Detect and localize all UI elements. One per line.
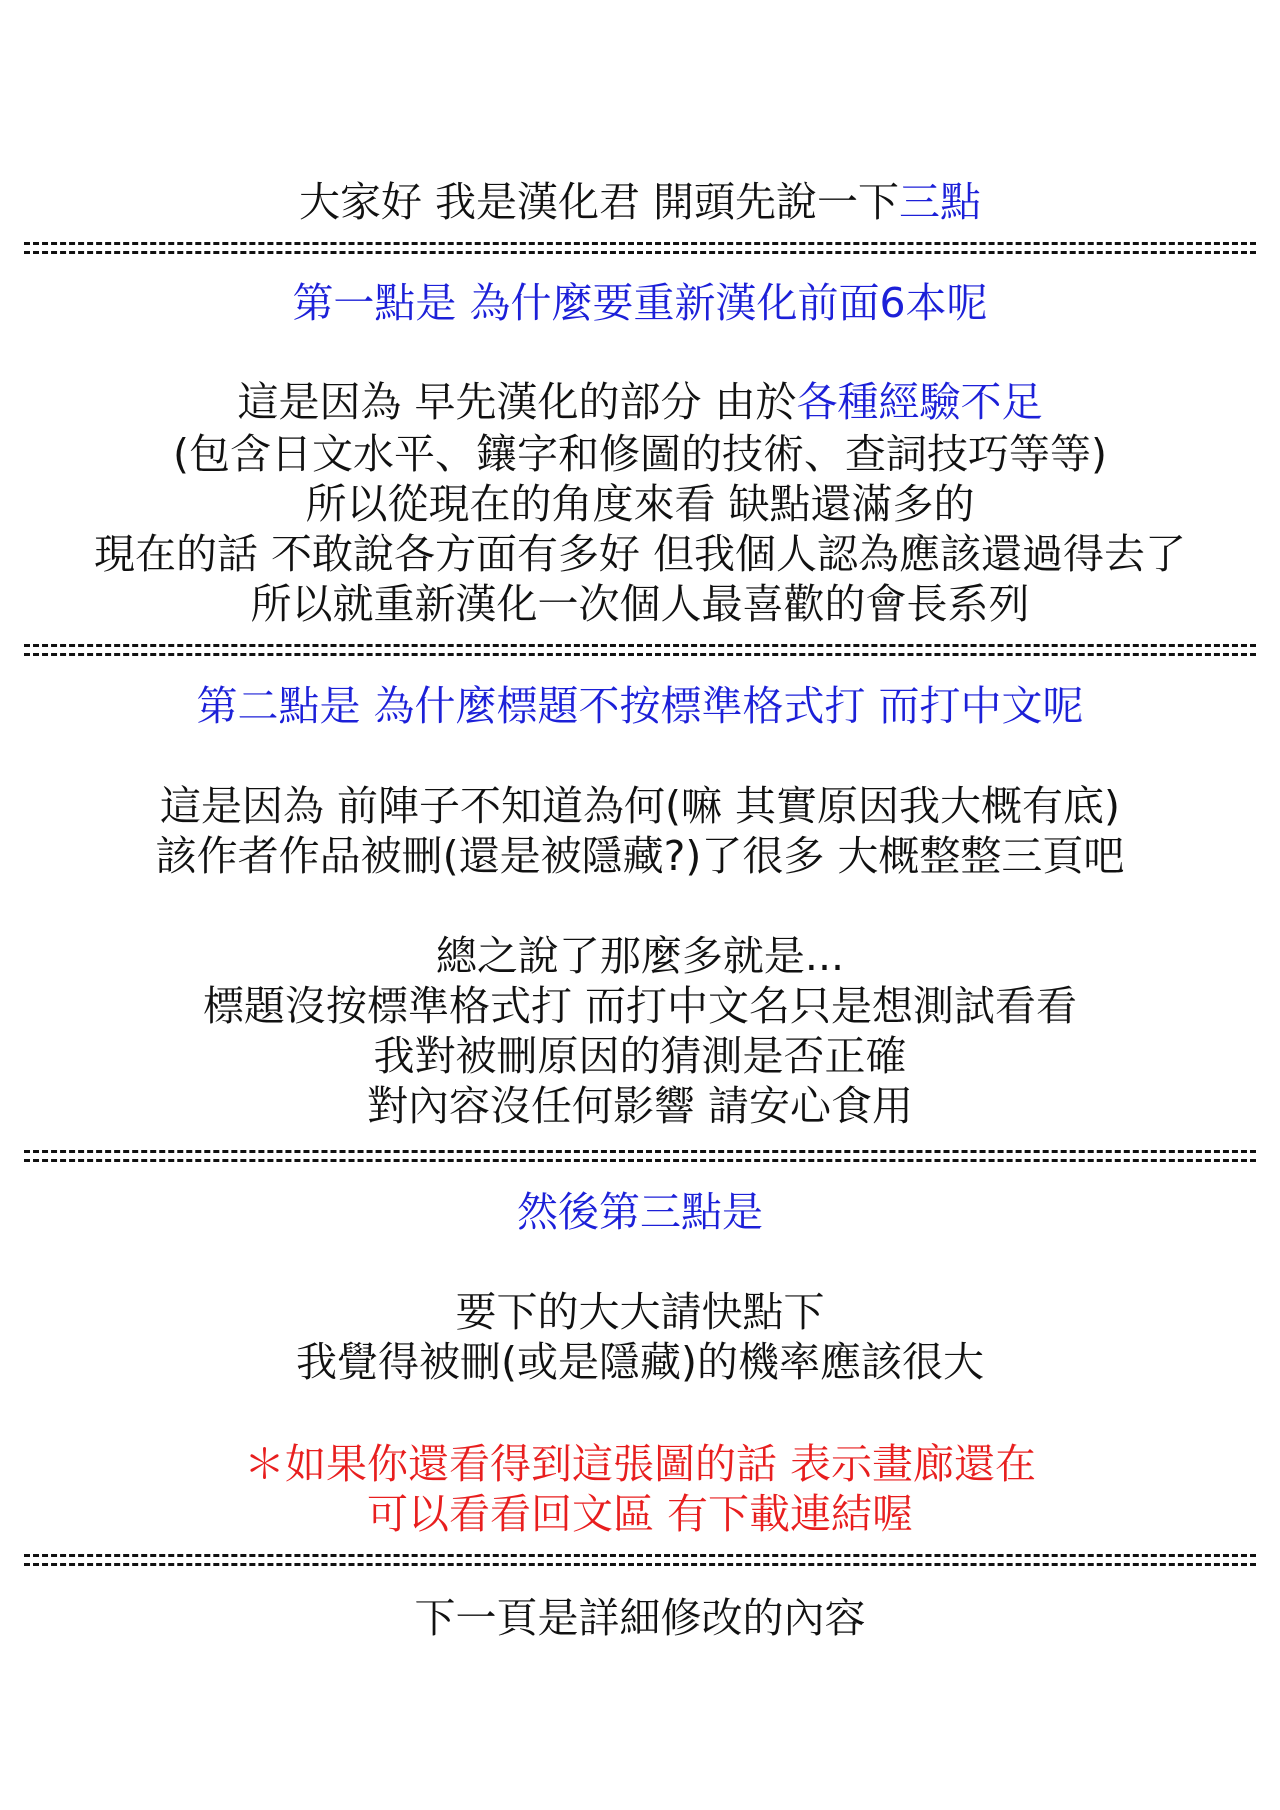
section2-line4: 標題沒按標準格式打 而打中文名只是想測試看看: [202, 982, 1078, 1030]
section2-line5: 我對被刪原因的猜測是否正確: [373, 1032, 907, 1080]
separator-4: [24, 1548, 1256, 1572]
section2-line6: 對內容沒任何影響 請安心食用: [366, 1082, 914, 1130]
section2-line3: 總之說了那麼多就是...: [435, 932, 845, 980]
separator-1: [24, 236, 1256, 260]
notice-line1: ＊如果你還看得到這張圖的話 表示畫廊還在: [243, 1440, 1037, 1488]
intro-text: 大家好 我是漢化君 開頭先說一下: [298, 178, 900, 226]
section1-line1-text: 這是因為 早先漢化的部分 由於: [237, 378, 797, 426]
section1-line5: 所以就重新漢化一次個人最喜歡的會長系列: [250, 580, 1030, 628]
section1-line3: 所以從現在的角度來看 缺點還滿多的: [305, 480, 975, 528]
intro-line: [0, 176, 1280, 228]
section1-line2: (包含日文水平、鑲字和修圖的技術、查詞技巧等等): [173, 430, 1107, 478]
separator-2: [24, 638, 1256, 662]
section1-line4: 現在的話 不敢說各方面有多好 但我個人認為應該還過得去了: [93, 530, 1187, 578]
notice-line2: 可以看看回文區 有下載連結喔: [366, 1490, 914, 1538]
section2-heading: 第二點是 為什麼標題不按標準格式打 而打中文呢: [196, 682, 1084, 730]
section3-line2: 我覺得被刪(或是隱藏)的機率應該很大: [296, 1338, 984, 1386]
section1-line1: [0, 376, 1280, 428]
section3-line1: 要下的大大請快點下: [455, 1288, 825, 1336]
footer-next-page-note: 下一頁是詳細修改的內容: [414, 1594, 866, 1642]
separator-3: [24, 1144, 1256, 1168]
intro-highlight: 三點: [899, 178, 982, 226]
section2-line1: 這是因為 前陣子不知道為何(嘛 其實原因我大概有底): [159, 782, 1121, 830]
section1-heading: 第一點是 為什麼要重新漢化前面6本呢: [292, 279, 988, 327]
section2-line2: 該作者作品被刪(還是被隱藏?)了很多 大概整整三頁吧: [155, 832, 1125, 880]
section3-heading: 然後第三點是: [517, 1188, 763, 1236]
section1-line1-highlight: 各種經驗不足: [796, 378, 1043, 426]
